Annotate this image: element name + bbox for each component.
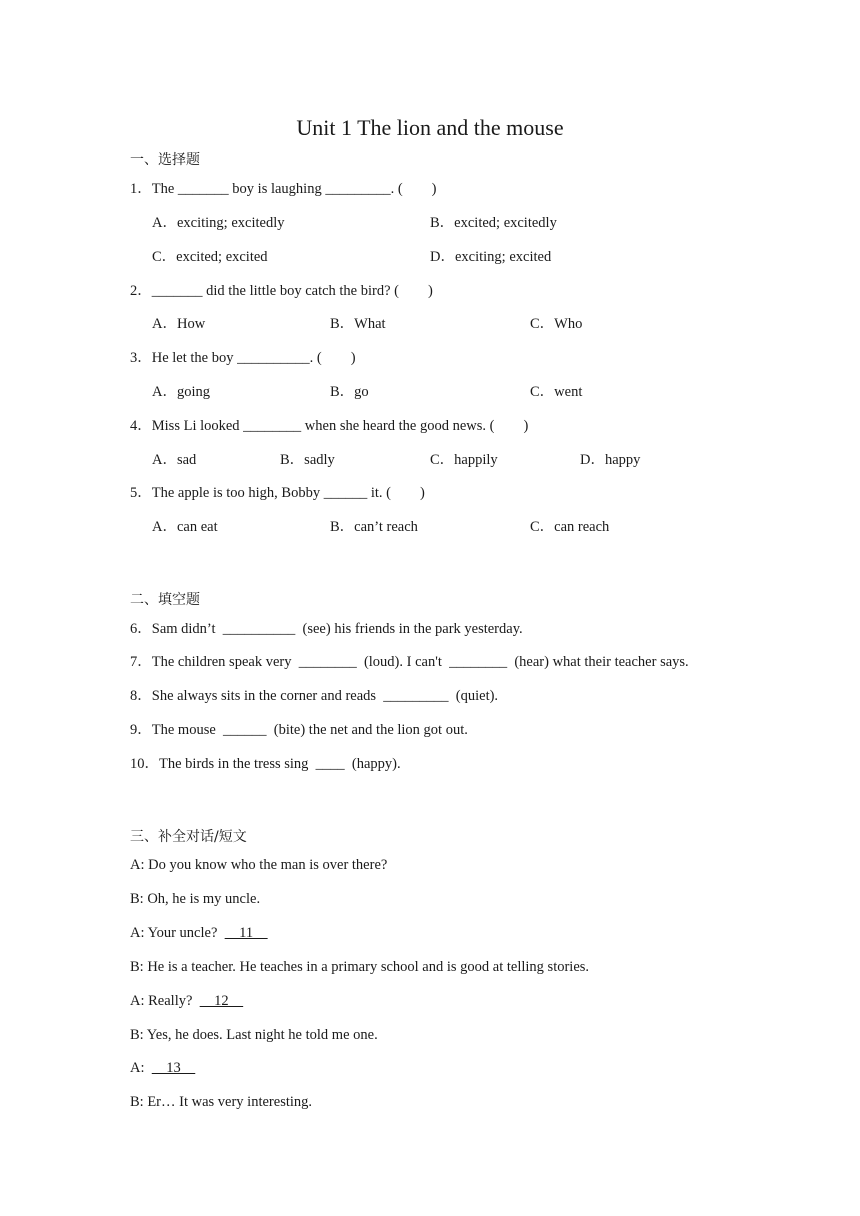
option-5c: C．can reach xyxy=(530,519,610,535)
option-4b: B．sadly xyxy=(280,452,335,468)
dialogue-line-6: B: Yes, he does. Last night he told me one. xyxy=(130,1027,378,1043)
dialogue-line-2: B: Oh, he is my uncle. xyxy=(130,891,261,907)
option-2c: C．Who xyxy=(530,316,583,332)
section-heading-fill: 二、填空题 xyxy=(130,592,200,608)
blank-12: 12 xyxy=(199,993,244,1009)
fill-item-8: 8．She always sits in the corner and reads _________ (quiet). xyxy=(130,688,499,704)
question-4: 4．Miss Li looked ________ when she heard the good news. ( ) xyxy=(130,418,529,434)
option-3a: A．going xyxy=(152,384,210,400)
option-3c: C．went xyxy=(530,384,583,400)
option-1a: A．exciting; excitedly xyxy=(152,215,285,231)
option-5a: A．can eat xyxy=(152,519,218,535)
dialogue-text: A: Really? xyxy=(130,993,200,1009)
question-5: 5．The apple is too high, Bobby ______ it. ( ) xyxy=(130,485,425,501)
dialogue-line-3 xyxy=(130,923,268,943)
option-4c: C．happily xyxy=(430,452,498,468)
question-3: 3．He let the boy __________. ( ) xyxy=(130,350,356,366)
dialogue-line-1: A: Do you know who the man is over there? xyxy=(130,857,388,873)
question-2: 2．_______ did the little boy catch the bird? ( ) xyxy=(130,283,433,299)
option-1d: D．exciting; excited xyxy=(430,249,552,265)
blank-13: 13 xyxy=(151,1060,196,1076)
section-heading-choice: 一、选择题 xyxy=(130,152,200,168)
dialogue-line-4: B: He is a teacher. He teaches in a primary school and is good at telling stories. xyxy=(130,959,590,975)
dialogue-line-8: B: Er… It was very interesting. xyxy=(130,1094,313,1110)
dialogue-line-5 xyxy=(130,991,243,1011)
option-1b: B．excited; excitedly xyxy=(430,215,557,231)
page-title: Unit 1 The lion and the mouse xyxy=(296,115,564,140)
dialogue-text: A: Your uncle? xyxy=(130,925,225,941)
fill-item-6: 6．Sam didn’t __________ (see) his friends in the park yesterday. xyxy=(130,621,523,637)
option-5b: B．can’t reach xyxy=(330,519,418,535)
option-1c: C．excited; excited xyxy=(152,249,268,265)
fill-item-10: 10．The birds in the tress sing ____ (happy). xyxy=(130,756,401,772)
dialogue-line-7 xyxy=(130,1058,195,1078)
fill-item-7: 7．The children speak very ________ (loud). I can't ________ (hear) what their teacher says. xyxy=(130,654,689,670)
dialogue-text: A: xyxy=(130,1060,152,1076)
option-2b: B．What xyxy=(330,316,386,332)
option-4a: A．sad xyxy=(152,452,197,468)
option-3b: B．go xyxy=(330,384,369,400)
option-4d: D．happy xyxy=(580,452,641,468)
section-heading-dialogue: 三、补全对话/短文 xyxy=(130,829,247,845)
question-1: 1．The _______ boy is laughing _________. ( ) xyxy=(130,181,437,197)
blank-11: 11 xyxy=(224,925,268,941)
fill-item-9: 9．The mouse ______ (bite) the net and the lion got out. xyxy=(130,722,468,738)
option-2a: A．How xyxy=(152,316,206,332)
